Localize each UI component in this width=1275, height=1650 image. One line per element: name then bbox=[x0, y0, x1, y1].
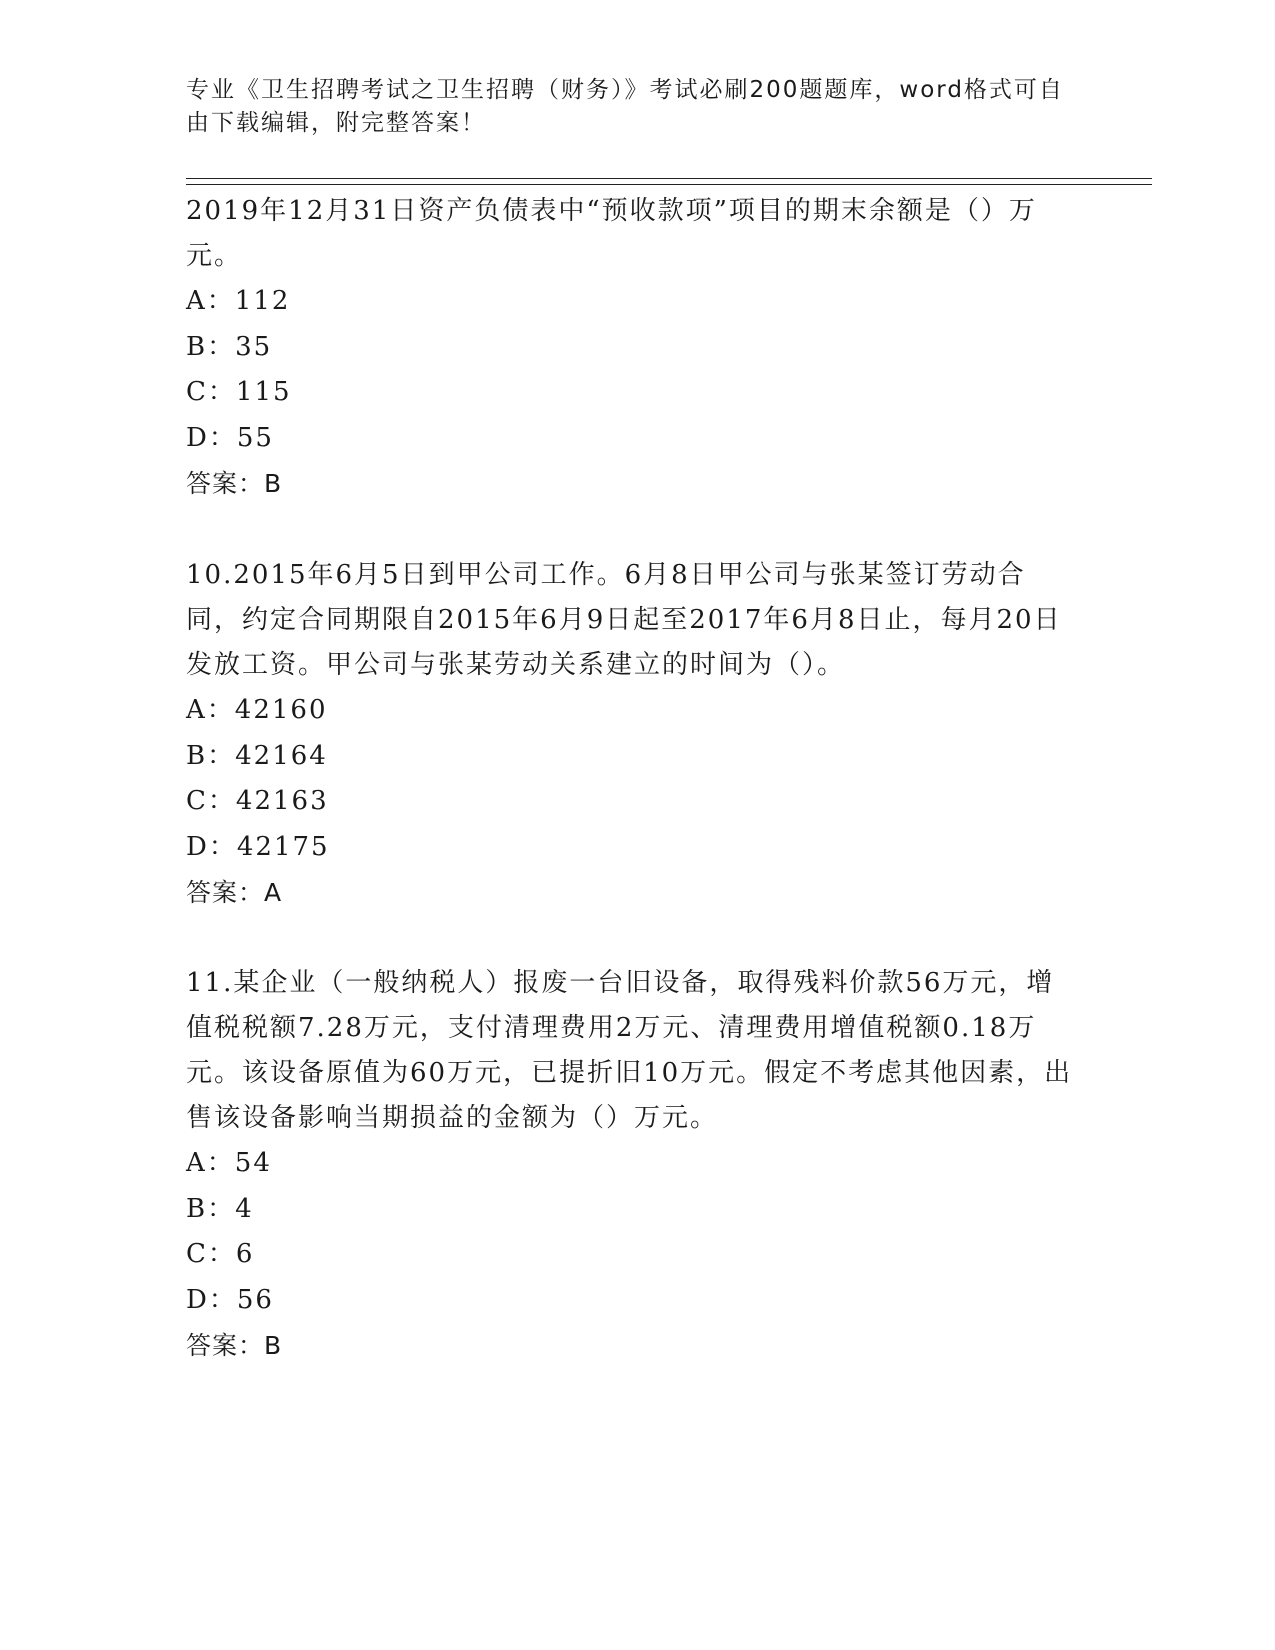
option-a bbox=[186, 1141, 1076, 1187]
option-d bbox=[186, 1278, 1076, 1324]
option-label: A： bbox=[186, 286, 235, 316]
question-text: 2019年12月31日资产负债表中“预收款项”项目的期末余额是（）万元。 bbox=[186, 196, 1037, 271]
answer-line: 答案：B bbox=[186, 469, 283, 498]
option-d bbox=[186, 416, 1076, 462]
question-text: 10.2015年6月5日到甲公司工作。6月8日甲公司与张某签订劳动合同，约定合同期限自2015年6月9日起至2017年6月8日止，每月20日发放工资。甲公司与张某劳动关系建立的时间为（）。 bbox=[186, 560, 1062, 680]
option-value: 4 bbox=[235, 1193, 254, 1224]
option-label: C： bbox=[186, 377, 236, 407]
header-divider-bottom bbox=[186, 184, 1152, 185]
answer-line: 答案：A bbox=[186, 878, 283, 907]
option-value: 6 bbox=[235, 1239, 255, 1269]
question-text: 11.某企业（一般纳税人）报废一台旧设备，取得残料价款56万元，增值税税额7.28万元，支付清理费用2万元、清理费用增值税额0.18万元。该设备原值为60万元，已提折旧10万元。假定不考虑其他因素，出售该设备影响当期损益的金额为（）万元。 bbox=[186, 968, 1073, 1133]
option-value: 42164 bbox=[235, 740, 328, 771]
option-b bbox=[186, 1187, 1076, 1233]
option-label: A： bbox=[186, 1148, 235, 1178]
option-label: C： bbox=[186, 786, 236, 816]
option-c bbox=[186, 370, 1076, 416]
option-b bbox=[186, 325, 1076, 371]
option-a bbox=[186, 688, 1076, 734]
option-value: 42175 bbox=[236, 831, 330, 862]
option-label: D： bbox=[186, 1284, 237, 1315]
question-block bbox=[186, 553, 1076, 915]
header-divider-top bbox=[186, 178, 1152, 179]
option-value: 115 bbox=[235, 377, 292, 407]
option-d bbox=[186, 825, 1076, 871]
option-c bbox=[186, 779, 1076, 825]
option-value: 112 bbox=[234, 286, 291, 316]
option-value: 56 bbox=[236, 1284, 274, 1315]
document-header: 专业《卫生招聘考试之卫生招聘（财务）》考试必刷200题题库，word格式可自由下载编辑，附完整答案！ bbox=[186, 77, 1064, 136]
option-label: B： bbox=[186, 740, 236, 771]
option-value: 42163 bbox=[235, 786, 329, 816]
question-block bbox=[186, 189, 1076, 506]
option-label: A： bbox=[186, 695, 235, 725]
option-value: 42160 bbox=[234, 695, 328, 725]
option-c bbox=[186, 1232, 1076, 1278]
option-label: B： bbox=[186, 331, 236, 362]
option-a bbox=[186, 279, 1076, 325]
option-label: C： bbox=[186, 1239, 236, 1269]
option-label: D： bbox=[186, 422, 237, 453]
question-block bbox=[186, 961, 1076, 1368]
option-value: 35 bbox=[235, 331, 273, 362]
option-value: 54 bbox=[234, 1148, 272, 1178]
option-label: D： bbox=[186, 831, 237, 862]
option-value: 55 bbox=[236, 422, 274, 453]
option-b bbox=[186, 734, 1076, 780]
option-label: B： bbox=[186, 1193, 236, 1224]
answer-line: 答案：B bbox=[186, 1331, 283, 1360]
